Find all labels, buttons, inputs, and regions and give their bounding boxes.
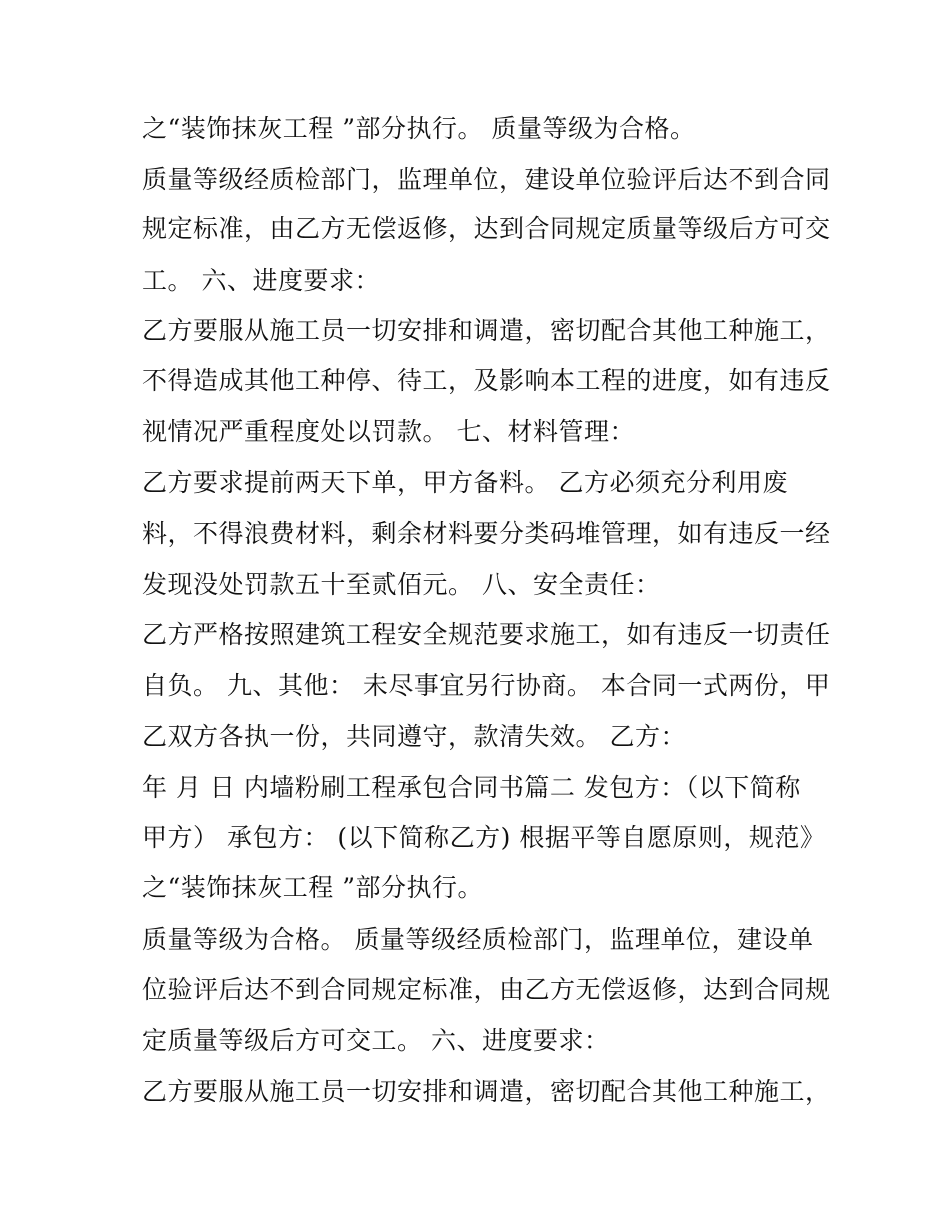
text-line: 定质量等级后方可交工。 六、进度要求： (142, 1026, 610, 1055)
text-line: 年 月 日 内墙粉刷工程承包合同书篇二 发包方：（以下简称 (142, 773, 801, 802)
text-line: 之“装饰抹灰工程 ”部分执行。 质量等级为合格。 (142, 114, 696, 143)
text-line: 之“装饰抹灰工程 ”部分执行。 (142, 873, 484, 902)
text-line: 质量等级为合格。 质量等级经质检部门，监理单位，建设单 (142, 925, 814, 954)
text-line: 乙方要求提前两天下单，甲方备料。 乙方必须充分利用废 (142, 468, 788, 497)
text-line: 乙双方各执一份，共同遵守，款清失效。 乙方： (142, 722, 686, 751)
text-line: 乙方要服从施工员一切安排和调遣，密切配合其他工种施工， (142, 316, 831, 345)
text-line: 质量等级经质检部门，监理单位，建设单位验评后达不到合同 (142, 165, 831, 194)
text-line: 乙方要服从施工员一切安排和调遣，密切配合其他工种施工， (142, 1077, 831, 1106)
text-line: 位验评后达不到合同规定标准，由乙方无偿返修，达到合同规 (142, 975, 831, 1004)
text-line: 乙方严格按照建筑工程安全规范要求施工，如有违反一切责任 (142, 620, 831, 649)
text-line: 自负。 九、其他： 未尽事宜另行协商。 本合同一式两份，甲 (142, 671, 831, 700)
text-line: 料，不得浪费材料，剩余材料要分类码堆管理，如有违反一经 (142, 519, 831, 548)
text-line: 工。 六、进度要求： (142, 266, 380, 295)
text-line: 发现没处罚款五十至贰佰元。 八、安全责任： (142, 570, 661, 599)
text-line: 规定标准，由乙方无偿返修，达到合同规定质量等级后方可交 (142, 214, 831, 243)
text-line: 甲方） 承包方： (以下简称乙方) 根据平等自愿原则，规范》 (142, 823, 826, 852)
text-line: 不得造成其他工种停、待工，及影响本工程的进度，如有违反 (142, 366, 831, 395)
text-line: 视情况严重程度处以罚款。 七、材料管理： (142, 417, 635, 446)
